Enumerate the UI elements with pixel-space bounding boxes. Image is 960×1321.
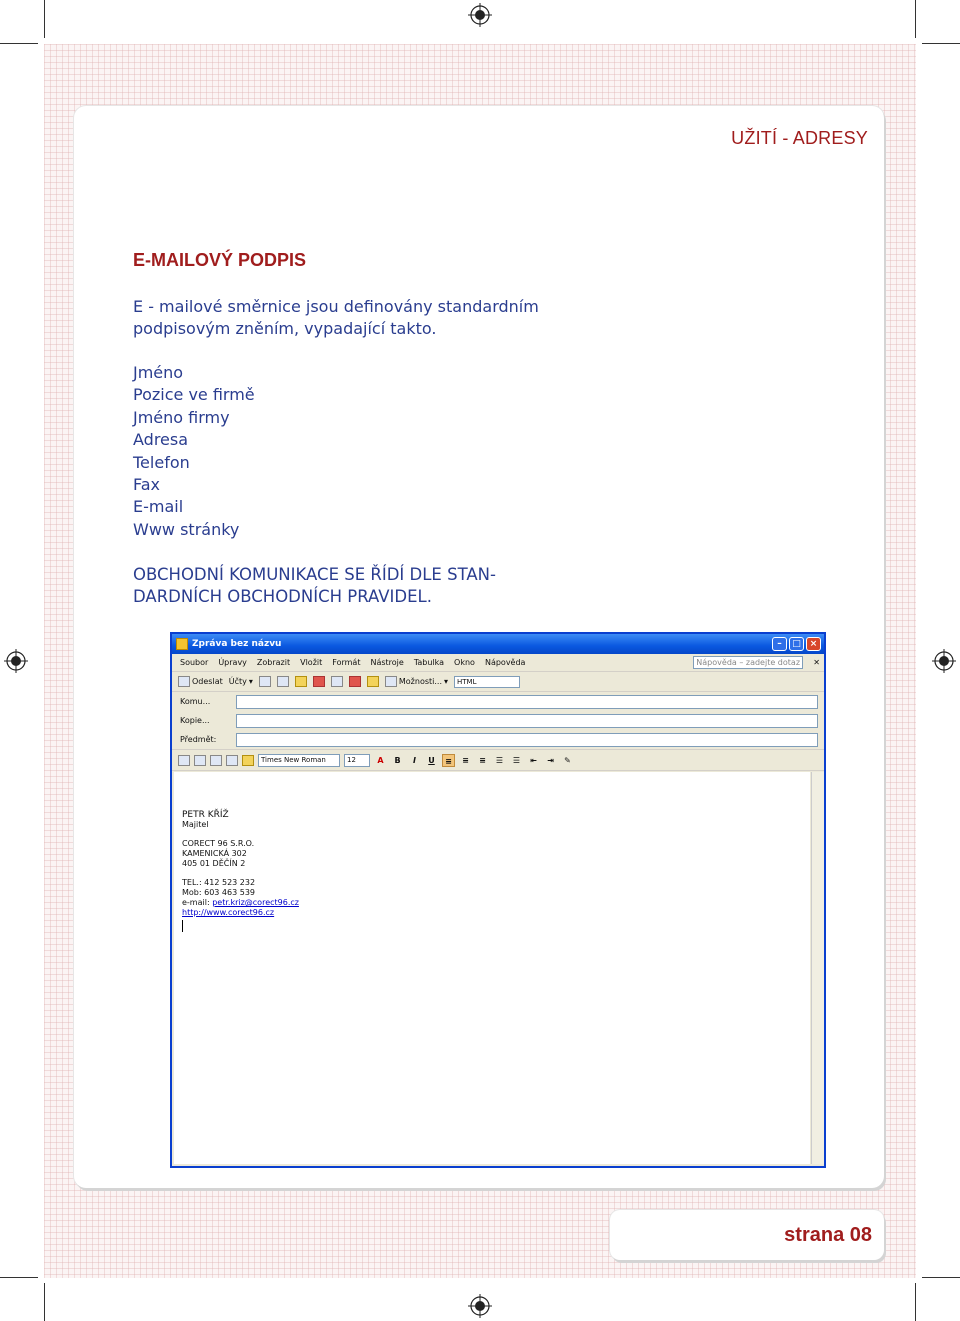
message-icon (176, 638, 188, 650)
list-item: Jméno firmy (133, 407, 230, 427)
save-icon[interactable] (178, 755, 190, 766)
text-caret (182, 920, 183, 932)
section-header: UŽITÍ - ADRESY (731, 128, 868, 148)
to-input[interactable] (236, 695, 818, 709)
envelope-icon[interactable] (367, 676, 379, 687)
page-number: strana 08 (784, 1224, 872, 1246)
list-item: Telefon (133, 452, 190, 472)
list-item: E-mail (133, 497, 184, 517)
font-select[interactable]: Times New Roman (258, 754, 340, 767)
crop-mark (915, 1283, 916, 1321)
to-button[interactable]: Komu... (180, 697, 211, 706)
minimize-button[interactable]: – (772, 637, 787, 651)
email-window-screenshot (170, 632, 826, 1168)
align-center-icon[interactable]: ≡ (462, 755, 469, 765)
crop-mark (0, 43, 38, 44)
accounts-button[interactable]: Účty ▾ (228, 677, 253, 686)
close-button[interactable]: × (806, 637, 821, 651)
menu-item-upravy[interactable]: Úpravy (218, 658, 247, 667)
menu-bar (172, 654, 824, 672)
standard-toolbar (172, 672, 824, 692)
vertical-scrollbar[interactable] (811, 772, 824, 1164)
copy-icon[interactable] (226, 755, 238, 766)
menu-item-nastroje[interactable]: Nástroje (370, 658, 404, 667)
send-icon (178, 676, 190, 687)
list-item: Adresa (133, 430, 189, 450)
menu-item-zobrazit[interactable]: Zobrazit (256, 658, 291, 667)
subject-label: Předmět: (180, 735, 217, 744)
address-book-icon[interactable] (277, 676, 289, 687)
menu-item-format[interactable]: Formát (332, 658, 361, 667)
signature-position: Majitel (182, 820, 209, 829)
crop-mark (44, 1283, 45, 1321)
signature-email-line: e-mail: petr.kriz@corect96.cz (182, 898, 299, 907)
intro-paragraph: E - mailové směrnice jsou definovány standardním podpisovým zněním, vypadající takto. (133, 297, 539, 338)
menu-item-okno[interactable]: Okno (454, 658, 475, 667)
window-titlebar (172, 634, 824, 654)
numbered-list-icon[interactable]: ☰ (495, 755, 504, 765)
list-item: Pozice ve firmě (133, 385, 255, 405)
align-left-icon[interactable]: ≡ (442, 754, 455, 767)
cc-button[interactable]: Kopie... (180, 716, 210, 725)
font-size-select[interactable]: 12 (344, 754, 370, 767)
email-signature (182, 810, 810, 932)
format-select[interactable]: HTML (454, 676, 520, 688)
bullet-list-icon[interactable]: ☰ (512, 755, 521, 765)
align-right-icon[interactable]: ≡ (479, 755, 486, 765)
list-item: Fax (133, 474, 161, 494)
page-title: E-MAILOVÝ PODPIS (133, 250, 307, 270)
signature-city: 405 01 DĚČÍN 2 (182, 859, 246, 868)
crop-mark (922, 1277, 960, 1278)
cc-input[interactable] (236, 714, 818, 728)
to-row (172, 692, 824, 711)
outdent-icon[interactable]: ⇤ (530, 755, 537, 765)
indent-icon[interactable]: ⇥ (547, 755, 554, 765)
registration-mark-icon (932, 649, 956, 673)
signature-name: PETR KŘÍŽ (182, 810, 229, 820)
registration-mark-icon (4, 649, 28, 673)
print-icon[interactable] (194, 755, 206, 766)
close-icon[interactable]: ✕ (813, 658, 820, 667)
cc-row (172, 711, 824, 730)
options-icon (385, 676, 397, 687)
crop-mark (922, 43, 960, 44)
signature-template-list (133, 362, 255, 541)
send-button[interactable]: Odeslat (178, 675, 223, 689)
options-button[interactable]: Možnosti... ▾ (385, 675, 448, 689)
highlight-icon[interactable]: ✎ (564, 755, 571, 765)
signature-email-link[interactable]: petr.kriz@corect96.cz (212, 898, 299, 907)
registration-mark-icon (468, 1294, 492, 1318)
help-search-input[interactable]: Nápověda – zadejte dotaz (693, 656, 803, 669)
signature-street: KAMENICKÁ 302 (182, 849, 247, 858)
italic-button[interactable]: I (413, 755, 416, 765)
list-item: Www stránky (133, 519, 240, 539)
importance-low-icon[interactable] (331, 676, 343, 687)
crop-mark (915, 0, 916, 38)
formatting-toolbar (172, 749, 824, 771)
closing-paragraph: OBCHODNÍ KOMUNIKACE SE ŘÍDÍ DLE STAN-DARDNÍCH OBCHODNÍCH PRAVIDEL. (133, 565, 496, 606)
window-title: Zpráva bez názvu (192, 639, 282, 649)
menu-item-vlozit[interactable]: Vložit (300, 658, 323, 667)
crop-mark (0, 1277, 38, 1278)
underline-button[interactable]: U (428, 755, 435, 765)
flag-red-icon[interactable] (349, 676, 361, 687)
paste-icon[interactable] (242, 755, 254, 766)
font-color-icon[interactable]: A (377, 755, 384, 765)
registration-mark-icon (468, 3, 492, 27)
list-item: Jméno (133, 363, 184, 382)
menu-item-tabulka[interactable]: Tabulka (413, 658, 445, 667)
signature-mob: Mob: 603 463 539 (182, 888, 256, 897)
signature-company: CORECT 96 S.R.O. (182, 839, 255, 848)
bold-button[interactable]: B (394, 755, 401, 765)
message-body-editor[interactable] (174, 772, 810, 1164)
subject-input[interactable] (236, 733, 818, 747)
cut-icon[interactable] (210, 755, 222, 766)
maximize-button[interactable]: □ (789, 637, 804, 651)
menu-item-napoveda[interactable]: Nápověda (484, 658, 526, 667)
importance-high-icon[interactable] (313, 676, 325, 687)
attach-icon[interactable] (259, 676, 271, 687)
crop-mark (44, 0, 45, 38)
flag-icon[interactable] (295, 676, 307, 687)
subject-row (172, 730, 824, 749)
signature-tel: TEL.: 412 523 232 (182, 878, 256, 887)
signature-web-link[interactable]: http://www.corect96.cz (182, 908, 275, 917)
menu-item-soubor[interactable]: Soubor (180, 658, 209, 667)
